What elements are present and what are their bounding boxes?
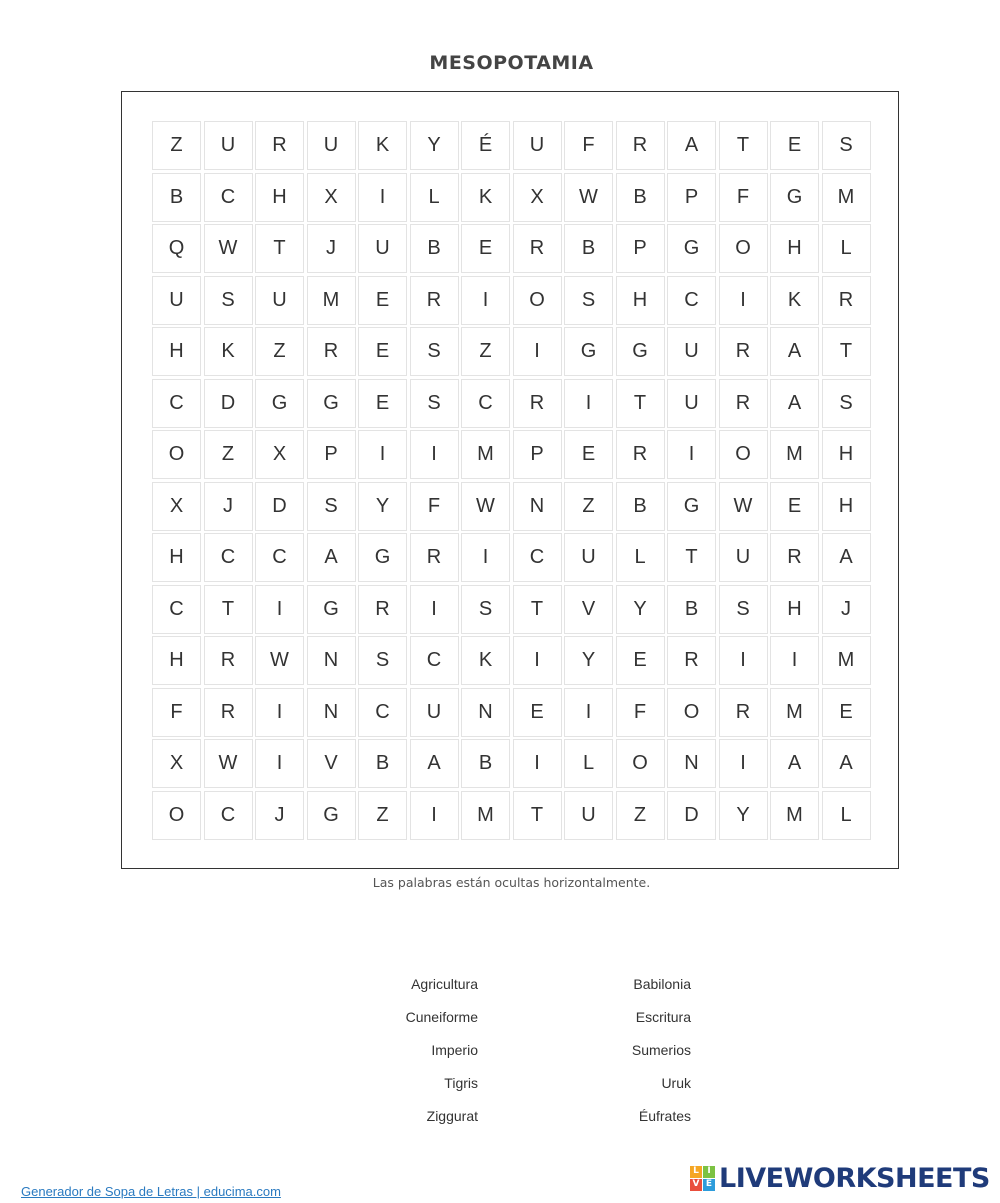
grid-cell[interactable]: B bbox=[358, 739, 407, 788]
grid-cell[interactable]: C bbox=[513, 533, 562, 582]
page-title: MESOPOTAMIA bbox=[429, 52, 594, 74]
grid-cell[interactable]: Y bbox=[358, 482, 407, 531]
grid-cell[interactable]: T bbox=[616, 379, 665, 428]
grid-cell[interactable]: K bbox=[461, 173, 510, 222]
grid-cell[interactable]: B bbox=[152, 173, 201, 222]
grid-cell[interactable]: N bbox=[667, 739, 716, 788]
grid-cell[interactable]: R bbox=[719, 327, 768, 376]
grid-cell[interactable]: R bbox=[255, 121, 304, 170]
grid-cell[interactable]: I bbox=[255, 739, 304, 788]
grid-cell[interactable]: A bbox=[822, 739, 871, 788]
grid-cell[interactable]: I bbox=[719, 739, 768, 788]
liveworksheets-logo-mark bbox=[690, 1166, 715, 1191]
grid-cell[interactable]: R bbox=[410, 276, 459, 325]
grid-cell[interactable]: H bbox=[152, 327, 201, 376]
grid-cell[interactable]: G bbox=[616, 327, 665, 376]
grid-cell[interactable]: E bbox=[770, 482, 819, 531]
grid-cell[interactable]: O bbox=[513, 276, 562, 325]
grid-cell[interactable]: I bbox=[410, 585, 459, 634]
grid-cell[interactable]: A bbox=[307, 533, 356, 582]
grid-cell[interactable]: S bbox=[410, 379, 459, 428]
grid-cell[interactable]: P bbox=[616, 224, 665, 273]
grid-cell[interactable]: L bbox=[564, 739, 613, 788]
grid-cell[interactable]: I bbox=[255, 585, 304, 634]
grid-cell[interactable]: H bbox=[616, 276, 665, 325]
grid-cell[interactable]: E bbox=[461, 224, 510, 273]
grid-cell[interactable]: Z bbox=[204, 430, 253, 479]
grid-cell[interactable]: W bbox=[204, 224, 253, 273]
generator-link[interactable]: Generador de Sopa de Letras | educima.com bbox=[21, 1184, 281, 1199]
grid-cell[interactable]: B bbox=[410, 224, 459, 273]
grid-cell[interactable]: N bbox=[307, 636, 356, 685]
grid-cell[interactable]: E bbox=[358, 379, 407, 428]
logo-mark-square: E bbox=[703, 1179, 715, 1191]
logo-mark-square: I bbox=[703, 1166, 715, 1178]
grid-cell[interactable]: R bbox=[822, 276, 871, 325]
grid-cell[interactable]: T bbox=[513, 585, 562, 634]
grid-cell[interactable]: T bbox=[513, 791, 562, 840]
grid-cell[interactable]: W bbox=[564, 173, 613, 222]
grid-cell[interactable]: M bbox=[822, 173, 871, 222]
grid-cell[interactable]: G bbox=[307, 791, 356, 840]
grid-cell[interactable]: O bbox=[152, 430, 201, 479]
grid-cell[interactable]: U bbox=[410, 688, 459, 737]
grid-cell[interactable]: X bbox=[513, 173, 562, 222]
grid-cell[interactable]: O bbox=[152, 791, 201, 840]
grid-cell[interactable]: O bbox=[616, 739, 665, 788]
grid-cell[interactable]: T bbox=[719, 121, 768, 170]
grid-cell[interactable]: L bbox=[822, 224, 871, 273]
grid-cell[interactable]: O bbox=[719, 224, 768, 273]
grid-cell[interactable]: I bbox=[719, 276, 768, 325]
grid-cell[interactable]: Y bbox=[410, 121, 459, 170]
grid-cell[interactable]: U bbox=[204, 121, 253, 170]
grid-cell[interactable]: C bbox=[204, 533, 253, 582]
grid-cell[interactable]: M bbox=[822, 636, 871, 685]
grid-cell[interactable]: U bbox=[255, 276, 304, 325]
grid-cell[interactable]: S bbox=[461, 585, 510, 634]
grid-cell[interactable]: P bbox=[307, 430, 356, 479]
grid-cell[interactable]: L bbox=[822, 791, 871, 840]
grid-cell[interactable]: J bbox=[307, 224, 356, 273]
grid-cell[interactable]: E bbox=[770, 121, 819, 170]
grid-cell[interactable]: S bbox=[307, 482, 356, 531]
grid-cell[interactable]: Z bbox=[152, 121, 201, 170]
grid-cell[interactable]: Y bbox=[616, 585, 665, 634]
grid-cell[interactable]: R bbox=[358, 585, 407, 634]
grid-cell[interactable]: S bbox=[204, 276, 253, 325]
grid-cell[interactable]: B bbox=[667, 585, 716, 634]
grid-cell[interactable]: F bbox=[410, 482, 459, 531]
grid-cell[interactable]: S bbox=[719, 585, 768, 634]
grid-cell[interactable]: A bbox=[822, 533, 871, 582]
grid-cell[interactable]: M bbox=[770, 791, 819, 840]
grid-cell[interactable]: R bbox=[719, 379, 768, 428]
grid-cell[interactable]: G bbox=[667, 482, 716, 531]
grid-cell[interactable]: Y bbox=[564, 636, 613, 685]
grid-cell[interactable]: R bbox=[204, 688, 253, 737]
word-list-item: Sumerios bbox=[631, 1042, 691, 1058]
grid-cell[interactable]: U bbox=[564, 533, 613, 582]
grid-cell[interactable]: C bbox=[667, 276, 716, 325]
word-list-item: Babilonia bbox=[633, 976, 691, 992]
grid-cell[interactable]: B bbox=[564, 224, 613, 273]
grid-cell[interactable]: I bbox=[410, 791, 459, 840]
grid-cell[interactable]: S bbox=[564, 276, 613, 325]
grid-cell[interactable]: J bbox=[822, 585, 871, 634]
grid-cell[interactable]: X bbox=[152, 739, 201, 788]
word-search-grid bbox=[152, 121, 871, 840]
word-list bbox=[358, 975, 691, 1125]
grid-cell[interactable]: I bbox=[255, 688, 304, 737]
grid-cell[interactable]: L bbox=[410, 173, 459, 222]
grid-cell[interactable]: S bbox=[410, 327, 459, 376]
grid-cell[interactable]: C bbox=[358, 688, 407, 737]
grid-cell[interactable]: I bbox=[513, 739, 562, 788]
grid-cell[interactable]: I bbox=[461, 276, 510, 325]
grid-cell[interactable]: S bbox=[358, 636, 407, 685]
grid-cell[interactable]: H bbox=[152, 636, 201, 685]
grid-cell[interactable]: Z bbox=[255, 327, 304, 376]
word-list-item: Escritura bbox=[635, 1009, 691, 1025]
word-list-item: Imperio bbox=[431, 1042, 478, 1058]
grid-cell[interactable]: R bbox=[719, 688, 768, 737]
grid-cell[interactable]: E bbox=[358, 276, 407, 325]
grid-cell[interactable]: G bbox=[255, 379, 304, 428]
grid-cell[interactable]: H bbox=[255, 173, 304, 222]
grid-cell[interactable]: Z bbox=[358, 791, 407, 840]
grid-cell[interactable]: Z bbox=[564, 482, 613, 531]
grid-cell[interactable]: C bbox=[152, 585, 201, 634]
grid-cell[interactable]: K bbox=[770, 276, 819, 325]
grid-cell[interactable]: E bbox=[564, 430, 613, 479]
grid-cell[interactable]: H bbox=[152, 533, 201, 582]
grid-cell[interactable]: J bbox=[255, 791, 304, 840]
grid-cell[interactable]: R bbox=[616, 121, 665, 170]
grid-cell[interactable]: R bbox=[410, 533, 459, 582]
grid-cell[interactable]: T bbox=[822, 327, 871, 376]
puzzle-hint: Las palabras están ocultas horizontalmente. bbox=[372, 875, 651, 890]
grid-cell[interactable]: X bbox=[152, 482, 201, 531]
grid-cell[interactable]: C bbox=[410, 636, 459, 685]
grid-cell[interactable]: F bbox=[719, 173, 768, 222]
grid-cell[interactable]: U bbox=[564, 791, 613, 840]
grid-cell[interactable]: U bbox=[667, 327, 716, 376]
grid-cell[interactable]: U bbox=[667, 379, 716, 428]
grid-cell[interactable]: B bbox=[616, 482, 665, 531]
grid-cell[interactable]: M bbox=[770, 430, 819, 479]
grid-cell[interactable]: D bbox=[667, 791, 716, 840]
word-list-item: Agricultura bbox=[411, 976, 478, 992]
grid-cell[interactable]: R bbox=[307, 327, 356, 376]
grid-cell[interactable]: Z bbox=[616, 791, 665, 840]
grid-cell[interactable]: N bbox=[307, 688, 356, 737]
grid-cell[interactable]: A bbox=[770, 739, 819, 788]
grid-cell[interactable]: C bbox=[204, 791, 253, 840]
grid-cell[interactable]: U bbox=[719, 533, 768, 582]
logo-mark-square: V bbox=[690, 1179, 702, 1191]
grid-cell[interactable]: A bbox=[770, 327, 819, 376]
grid-cell[interactable]: I bbox=[358, 173, 407, 222]
grid-cell[interactable]: W bbox=[204, 739, 253, 788]
grid-cell[interactable]: S bbox=[822, 379, 871, 428]
grid-cell[interactable]: H bbox=[822, 482, 871, 531]
grid-cell[interactable]: A bbox=[410, 739, 459, 788]
grid-cell[interactable]: P bbox=[667, 173, 716, 222]
grid-cell[interactable]: C bbox=[152, 379, 201, 428]
grid-cell[interactable]: E bbox=[358, 327, 407, 376]
grid-cell[interactable]: I bbox=[667, 430, 716, 479]
word-list-item: Ziggurat bbox=[426, 1108, 478, 1124]
grid-cell[interactable]: V bbox=[307, 739, 356, 788]
grid-cell[interactable]: C bbox=[461, 379, 510, 428]
grid-cell[interactable]: I bbox=[461, 533, 510, 582]
grid-cell[interactable]: M bbox=[307, 276, 356, 325]
grid-cell[interactable]: W bbox=[719, 482, 768, 531]
grid-cell[interactable]: C bbox=[255, 533, 304, 582]
grid-cell[interactable]: W bbox=[255, 636, 304, 685]
grid-cell[interactable]: J bbox=[204, 482, 253, 531]
grid-cell[interactable]: I bbox=[719, 636, 768, 685]
grid-cell[interactable]: R bbox=[204, 636, 253, 685]
grid-cell[interactable]: N bbox=[513, 482, 562, 531]
word-list-item: Tigris bbox=[444, 1075, 478, 1091]
grid-cell[interactable]: S bbox=[822, 121, 871, 170]
grid-cell[interactable]: I bbox=[564, 688, 613, 737]
grid-cell[interactable]: C bbox=[204, 173, 253, 222]
grid-cell[interactable]: U bbox=[513, 121, 562, 170]
grid-cell[interactable]: M bbox=[461, 791, 510, 840]
grid-cell[interactable]: W bbox=[461, 482, 510, 531]
grid-cell[interactable]: E bbox=[513, 688, 562, 737]
grid-cell[interactable]: I bbox=[358, 430, 407, 479]
grid-cell[interactable]: L bbox=[616, 533, 665, 582]
grid-cell[interactable]: R bbox=[513, 379, 562, 428]
grid-cell[interactable]: B bbox=[616, 173, 665, 222]
grid-cell[interactable]: M bbox=[770, 688, 819, 737]
grid-cell[interactable]: T bbox=[255, 224, 304, 273]
grid-cell[interactable]: O bbox=[719, 430, 768, 479]
grid-cell[interactable]: P bbox=[513, 430, 562, 479]
grid-cell[interactable]: X bbox=[255, 430, 304, 479]
grid-cell[interactable]: G bbox=[307, 379, 356, 428]
grid-cell[interactable]: G bbox=[307, 585, 356, 634]
grid-cell[interactable]: I bbox=[564, 379, 613, 428]
grid-cell[interactable]: A bbox=[667, 121, 716, 170]
grid-cell[interactable]: B bbox=[461, 739, 510, 788]
grid-cell[interactable]: Y bbox=[719, 791, 768, 840]
grid-cell[interactable]: E bbox=[616, 636, 665, 685]
grid-cell[interactable]: O bbox=[667, 688, 716, 737]
grid-cell[interactable]: K bbox=[461, 636, 510, 685]
grid-cell[interactable]: U bbox=[358, 224, 407, 273]
grid-cell[interactable]: H bbox=[770, 224, 819, 273]
grid-cell[interactable]: D bbox=[255, 482, 304, 531]
grid-cell[interactable]: I bbox=[410, 430, 459, 479]
grid-cell[interactable]: I bbox=[513, 636, 562, 685]
grid-cell[interactable]: T bbox=[667, 533, 716, 582]
grid-cell[interactable]: R bbox=[667, 636, 716, 685]
grid-cell[interactable]: T bbox=[204, 585, 253, 634]
grid-cell[interactable]: R bbox=[616, 430, 665, 479]
grid-cell[interactable]: G bbox=[770, 173, 819, 222]
grid-cell[interactable]: I bbox=[513, 327, 562, 376]
word-list-item: Cuneiforme bbox=[405, 1009, 478, 1025]
grid-cell[interactable]: A bbox=[770, 379, 819, 428]
grid-cell[interactable]: U bbox=[307, 121, 356, 170]
grid-cell[interactable]: D bbox=[204, 379, 253, 428]
grid-cell[interactable]: Z bbox=[461, 327, 510, 376]
grid-cell[interactable]: K bbox=[358, 121, 407, 170]
grid-cell[interactable]: X bbox=[307, 173, 356, 222]
grid-cell[interactable]: Q bbox=[152, 224, 201, 273]
word-list-item: Uruk bbox=[661, 1075, 691, 1091]
grid-cell[interactable]: K bbox=[204, 327, 253, 376]
grid-cell[interactable]: G bbox=[564, 327, 613, 376]
liveworksheets-logo[interactable] bbox=[690, 1162, 990, 1194]
grid-cell[interactable]: H bbox=[770, 585, 819, 634]
word-list-item: Éufrates bbox=[638, 1108, 691, 1124]
grid-cell[interactable]: F bbox=[564, 121, 613, 170]
logo-mark-square: L bbox=[690, 1166, 702, 1178]
grid-cell[interactable]: R bbox=[513, 224, 562, 273]
grid-cell[interactable]: V bbox=[564, 585, 613, 634]
grid-cell[interactable]: N bbox=[461, 688, 510, 737]
grid-cell[interactable]: G bbox=[667, 224, 716, 273]
grid-cell[interactable]: R bbox=[770, 533, 819, 582]
grid-cell[interactable]: U bbox=[152, 276, 201, 325]
liveworksheets-logo-text: LIVEWORKSHEETS bbox=[719, 1162, 990, 1194]
grid-cell[interactable]: G bbox=[358, 533, 407, 582]
grid-cell[interactable]: F bbox=[616, 688, 665, 737]
grid-cell[interactable]: H bbox=[822, 430, 871, 479]
grid-cell[interactable]: E bbox=[822, 688, 871, 737]
grid-cell[interactable]: I bbox=[770, 636, 819, 685]
grid-cell[interactable]: F bbox=[152, 688, 201, 737]
grid-cell[interactable]: É bbox=[461, 121, 510, 170]
grid-cell[interactable]: M bbox=[461, 430, 510, 479]
